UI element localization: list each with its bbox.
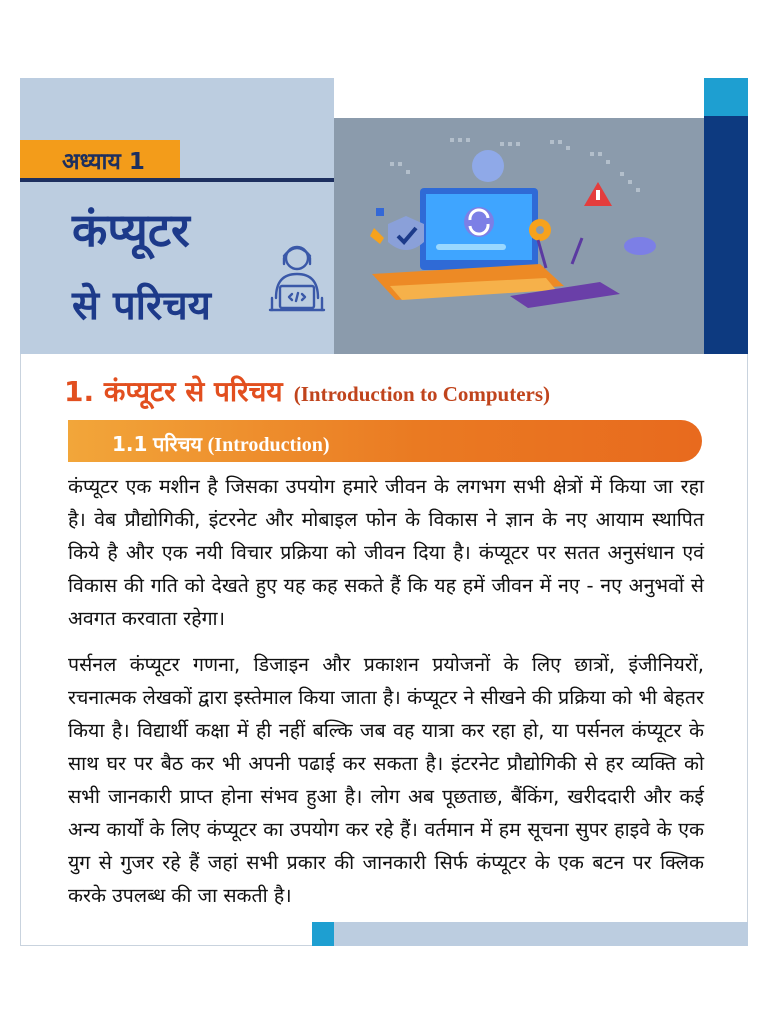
chapter-rule bbox=[20, 178, 334, 182]
section-heading-english: (Introduction to Computers) bbox=[293, 382, 551, 406]
chapter-title-line1: कंप्यूटर bbox=[72, 203, 190, 257]
accent-block-cyan bbox=[704, 78, 748, 116]
chapter-title-line2: से परिचय bbox=[72, 283, 212, 329]
footer-accent-cyan bbox=[312, 922, 334, 946]
body-paragraph-2: पर्सनल कंप्यूटर गणना, डिजाइन और प्रकाशन प्रयोजनों के लिए छात्रों, इंजीनियरों, रचनात्मक लेखकों द्वारा इस्तेमाल किया जाता है। कंप्यूटर ने सीखने की प्रक्रिया को भी बेहतर किया है। विद्यार्थी कक्षा में ही नहीं बल्कि जब वह यात्रा कर रहा हो, या पर्सनल कंप्यूटर के साथ घर पर बैठ कर भी अपनी पढाई कर सकता है। इंटरनेट प्रौद्योगिकी से हर व्यक्ति को सभी जानकारी प्राप्त होना संभव हुआ है। लोग अब पूछताछ, बैंकिंग, खरीददारी और कई अन्य कार्यों के लिए कंप्यूटर का उपयोग कर रहे हैं। वर्तमान में हम सूचना सुपर हाइवे के एक युग से गुजर रहे हैं जहां सभी प्रकार की जानकारी सिर्फ कंप्यूटर के एक बटन पर क्लिक करके उपलब्ध की जा सकती है। bbox=[68, 653, 704, 907]
chapter-label: अध्याय 1 bbox=[62, 149, 145, 175]
subsection-hindi: परिचय bbox=[153, 432, 203, 456]
footer-bar bbox=[334, 922, 748, 946]
section-heading-hindi: 1. कंप्यूटर से परिचय bbox=[64, 375, 283, 408]
subsection-english: (Introduction) bbox=[207, 434, 330, 456]
section-heading bbox=[64, 372, 550, 410]
subsection-heading bbox=[112, 430, 330, 457]
user-at-computer-icon bbox=[262, 238, 332, 322]
body-paragraph-1: कंप्यूटर एक मशीन है जिसका उपयोग हमारे जीवन के लगभग सभी क्षेत्रों में किया जा रहा है। वेब प्रौद्योगिकी, इंटरनेट और मोबाइल फोन के विकास ने ज्ञान के नए आयाम स्थापित किये है और एक नयी विचार प्रक्रिया को जीवन दिया है। कंप्यूटर पर सतत अनुसंधान एवं विकास की गति को देखते हुए यह कह सकते हैं कि यह हमें जीवन में नए - नए अनुभवों से अवगत करवाता रहेगा। bbox=[68, 475, 704, 630]
accent-bar-navy bbox=[704, 116, 748, 354]
computer-technology-illustration bbox=[350, 132, 690, 346]
subsection-number: 1.1 bbox=[112, 432, 148, 456]
